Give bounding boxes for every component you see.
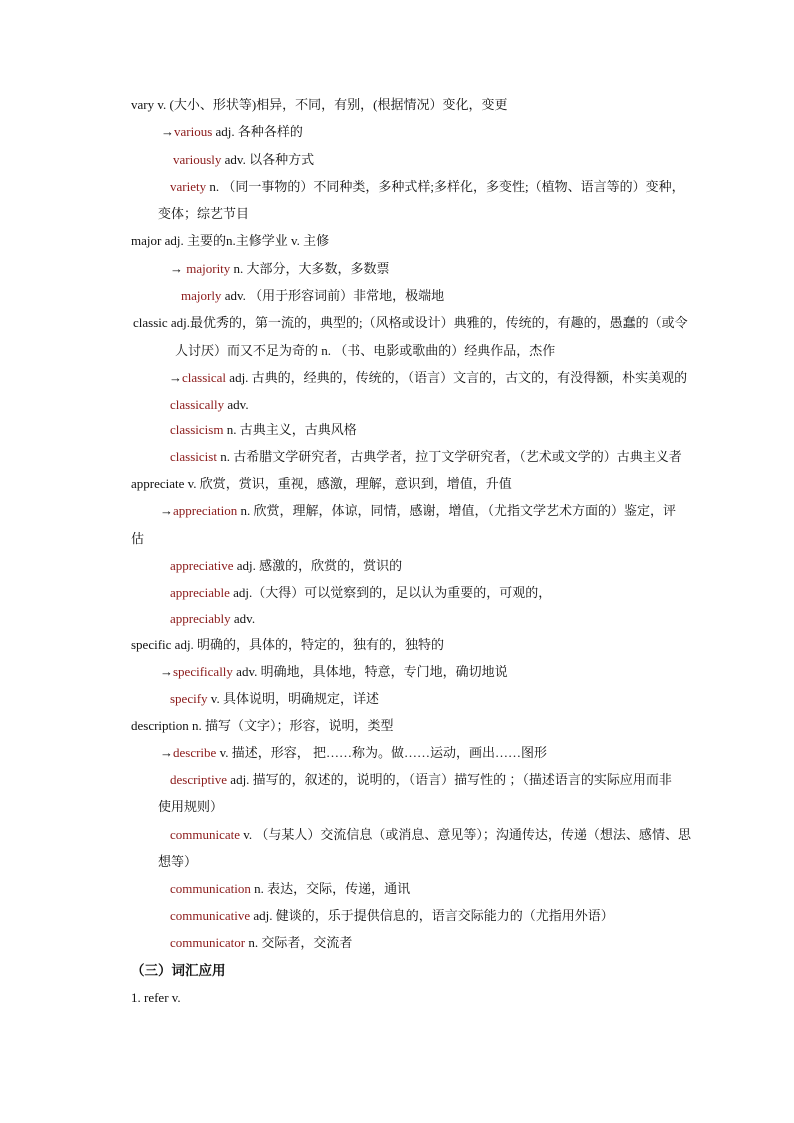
arrow-icon: → (161, 124, 174, 139)
definition: adj. 明确的，具体的，特定的，独有的，独特的 (174, 637, 445, 652)
entry-specify (170, 691, 379, 707)
headword: vary (131, 97, 155, 112)
definition: v. 具体说明，明确规定，详述 (210, 691, 379, 706)
definition: n. （同一事物的）不同种类，多种式样;多样化，多变性;（植物、语言等的）变种， (209, 179, 685, 194)
derived-word: appreciably (170, 611, 231, 626)
derived-word: majorly (181, 288, 222, 303)
definition: adj. 感激的，欣赏的，赏识的 (236, 558, 403, 573)
headword: classic (133, 315, 168, 330)
entry-vary (131, 97, 508, 113)
derived-word: classicist (170, 449, 217, 464)
definition: 变体；综艺节目 (158, 206, 250, 221)
definition: n. 表达，交际，传递，通讯 (254, 881, 411, 896)
definition: 想等） (158, 854, 198, 869)
definition: n. 欣赏，理解，体谅，同情，感谢，增值，（尤指文学艺术方面的）鉴定，评 (240, 503, 677, 518)
definition: adj.（大得）可以觉察到的，足以认为重要的，可观的， (233, 585, 552, 600)
arrow-icon: → (160, 664, 173, 679)
entry-descriptive (170, 772, 672, 788)
entry-variety-continued (158, 206, 249, 222)
definition: 使用规则） (158, 799, 224, 814)
definition: v. 欣赏，赏识，重视，感激，理解，意识到，增值，升值 (187, 476, 512, 491)
derived-word: describe (173, 745, 217, 760)
definition: v. （与某人）交流信息（或消息、意见等）；沟通传达，传递（想法、感情、思 (243, 827, 691, 842)
entry-appreciative (170, 558, 402, 574)
definition: adj. 主要的n.主修学业 v. 主修 (164, 233, 330, 248)
derived-word: specifically (173, 664, 233, 679)
definition: n. 描写（文字）；形容，说明，类型 (192, 718, 394, 733)
entry-descriptive-continued (158, 799, 223, 815)
derived-word: communicate (170, 827, 241, 842)
entry-classic-continued (175, 343, 555, 359)
entry-appreciation-continued (131, 531, 144, 547)
entry-description (131, 718, 394, 734)
derived-word: majority (186, 261, 231, 276)
entry-majority (170, 261, 390, 277)
headword: description (131, 718, 189, 733)
derived-word: classically (170, 397, 225, 412)
entry-classically (170, 397, 249, 413)
entry-communicator (170, 935, 352, 951)
entry-communication (170, 881, 410, 897)
definition: adj. 健谈的，乐于提供信息的，语言交际能力的（尤指用外语） (253, 908, 614, 923)
derived-word: appreciation (173, 503, 238, 518)
entry-specifically (160, 664, 508, 680)
definition: adv. 明确地，具体地，特意，专门地，确切地说 (236, 664, 508, 679)
headword: specific (131, 637, 172, 652)
definition: adj.最优秀的，第一流的，典型的;（风格或设计）典雅的，传统的，有趣的，愚蠢的（或令 (170, 315, 688, 330)
derived-word: classicism (170, 422, 224, 437)
section-heading: （三）词汇应用 (131, 963, 226, 978)
definition: n. 大部分，大多数，多数票 (233, 261, 390, 276)
arrow-icon: → (170, 261, 183, 276)
derived-word: appreciative (170, 558, 234, 573)
derived-word: classical (182, 370, 227, 385)
entry-appreciation (160, 503, 676, 519)
entry-various (161, 124, 303, 140)
entry-classicism (170, 422, 357, 438)
definition: adv. (233, 611, 256, 626)
definition: adj. 各种各样的 (215, 124, 303, 139)
derived-word: variety (170, 179, 207, 194)
entry-classicist (170, 449, 682, 465)
entry-appreciable (170, 585, 551, 601)
definition: n. 古希腊文学研究者，古典学者，拉丁文学研究者，（艺术或文学的）古典主义者 (220, 449, 682, 464)
entry-variously (173, 152, 314, 168)
entry-variety (170, 179, 685, 195)
definition: v. 描述，形容， 把……称为。做……运动，画出……图形 (219, 745, 547, 760)
derived-word: specify (170, 691, 208, 706)
entry-appreciate (131, 476, 512, 492)
entry-specific (131, 637, 444, 653)
derived-word: communication (170, 881, 251, 896)
definition: adv. 以各种方式 (224, 152, 315, 167)
definition: adv. (227, 397, 249, 412)
entry-communicative (170, 908, 614, 924)
arrow-icon: → (160, 503, 173, 518)
entry-communicate-continued (158, 854, 197, 870)
entry-appreciably (170, 611, 255, 627)
headword: major (131, 233, 162, 248)
derived-word: variously (173, 152, 222, 167)
derived-word: descriptive (170, 772, 228, 787)
derived-word: communicator (170, 935, 246, 950)
definition: n. 古典主义，古典风格 (226, 422, 357, 437)
derived-word: various (174, 124, 213, 139)
arrow-icon: → (160, 745, 173, 760)
definition: adj. 描写的，叙述的，说明的，（语言）描写性的 ；（描述语言的实际应用而非 (230, 772, 672, 787)
definition: adv. （用于形容词前）非常地，极端地 (224, 288, 445, 303)
entry-communicate (170, 827, 691, 843)
entry-major (131, 233, 329, 249)
headword: appreciate (131, 476, 185, 491)
entry-classic (133, 315, 688, 331)
exercise-item-1: 1. refer v. (131, 990, 181, 1005)
definition: n. 交际者，交流者 (248, 935, 353, 950)
derived-word: communicative (170, 908, 251, 923)
definition: v. (大小、形状等)相异，不同，有别，(根据情况）变化，变更 (157, 97, 508, 112)
entry-majorly (181, 288, 444, 304)
arrow-icon: → (169, 370, 182, 385)
derived-word: appreciable (170, 585, 230, 600)
definition: adj. 古典的，经典的，传统的，（语言）文言的，古文的，有没得额，朴实美观的 (229, 370, 688, 385)
definition: 估 (131, 531, 145, 546)
entry-describe (160, 745, 547, 761)
definition: 人讨厌）而又不足为奇的 n. （书、电影或歌曲的）经典作品，杰作 (175, 343, 556, 358)
entry-classical (169, 370, 687, 386)
